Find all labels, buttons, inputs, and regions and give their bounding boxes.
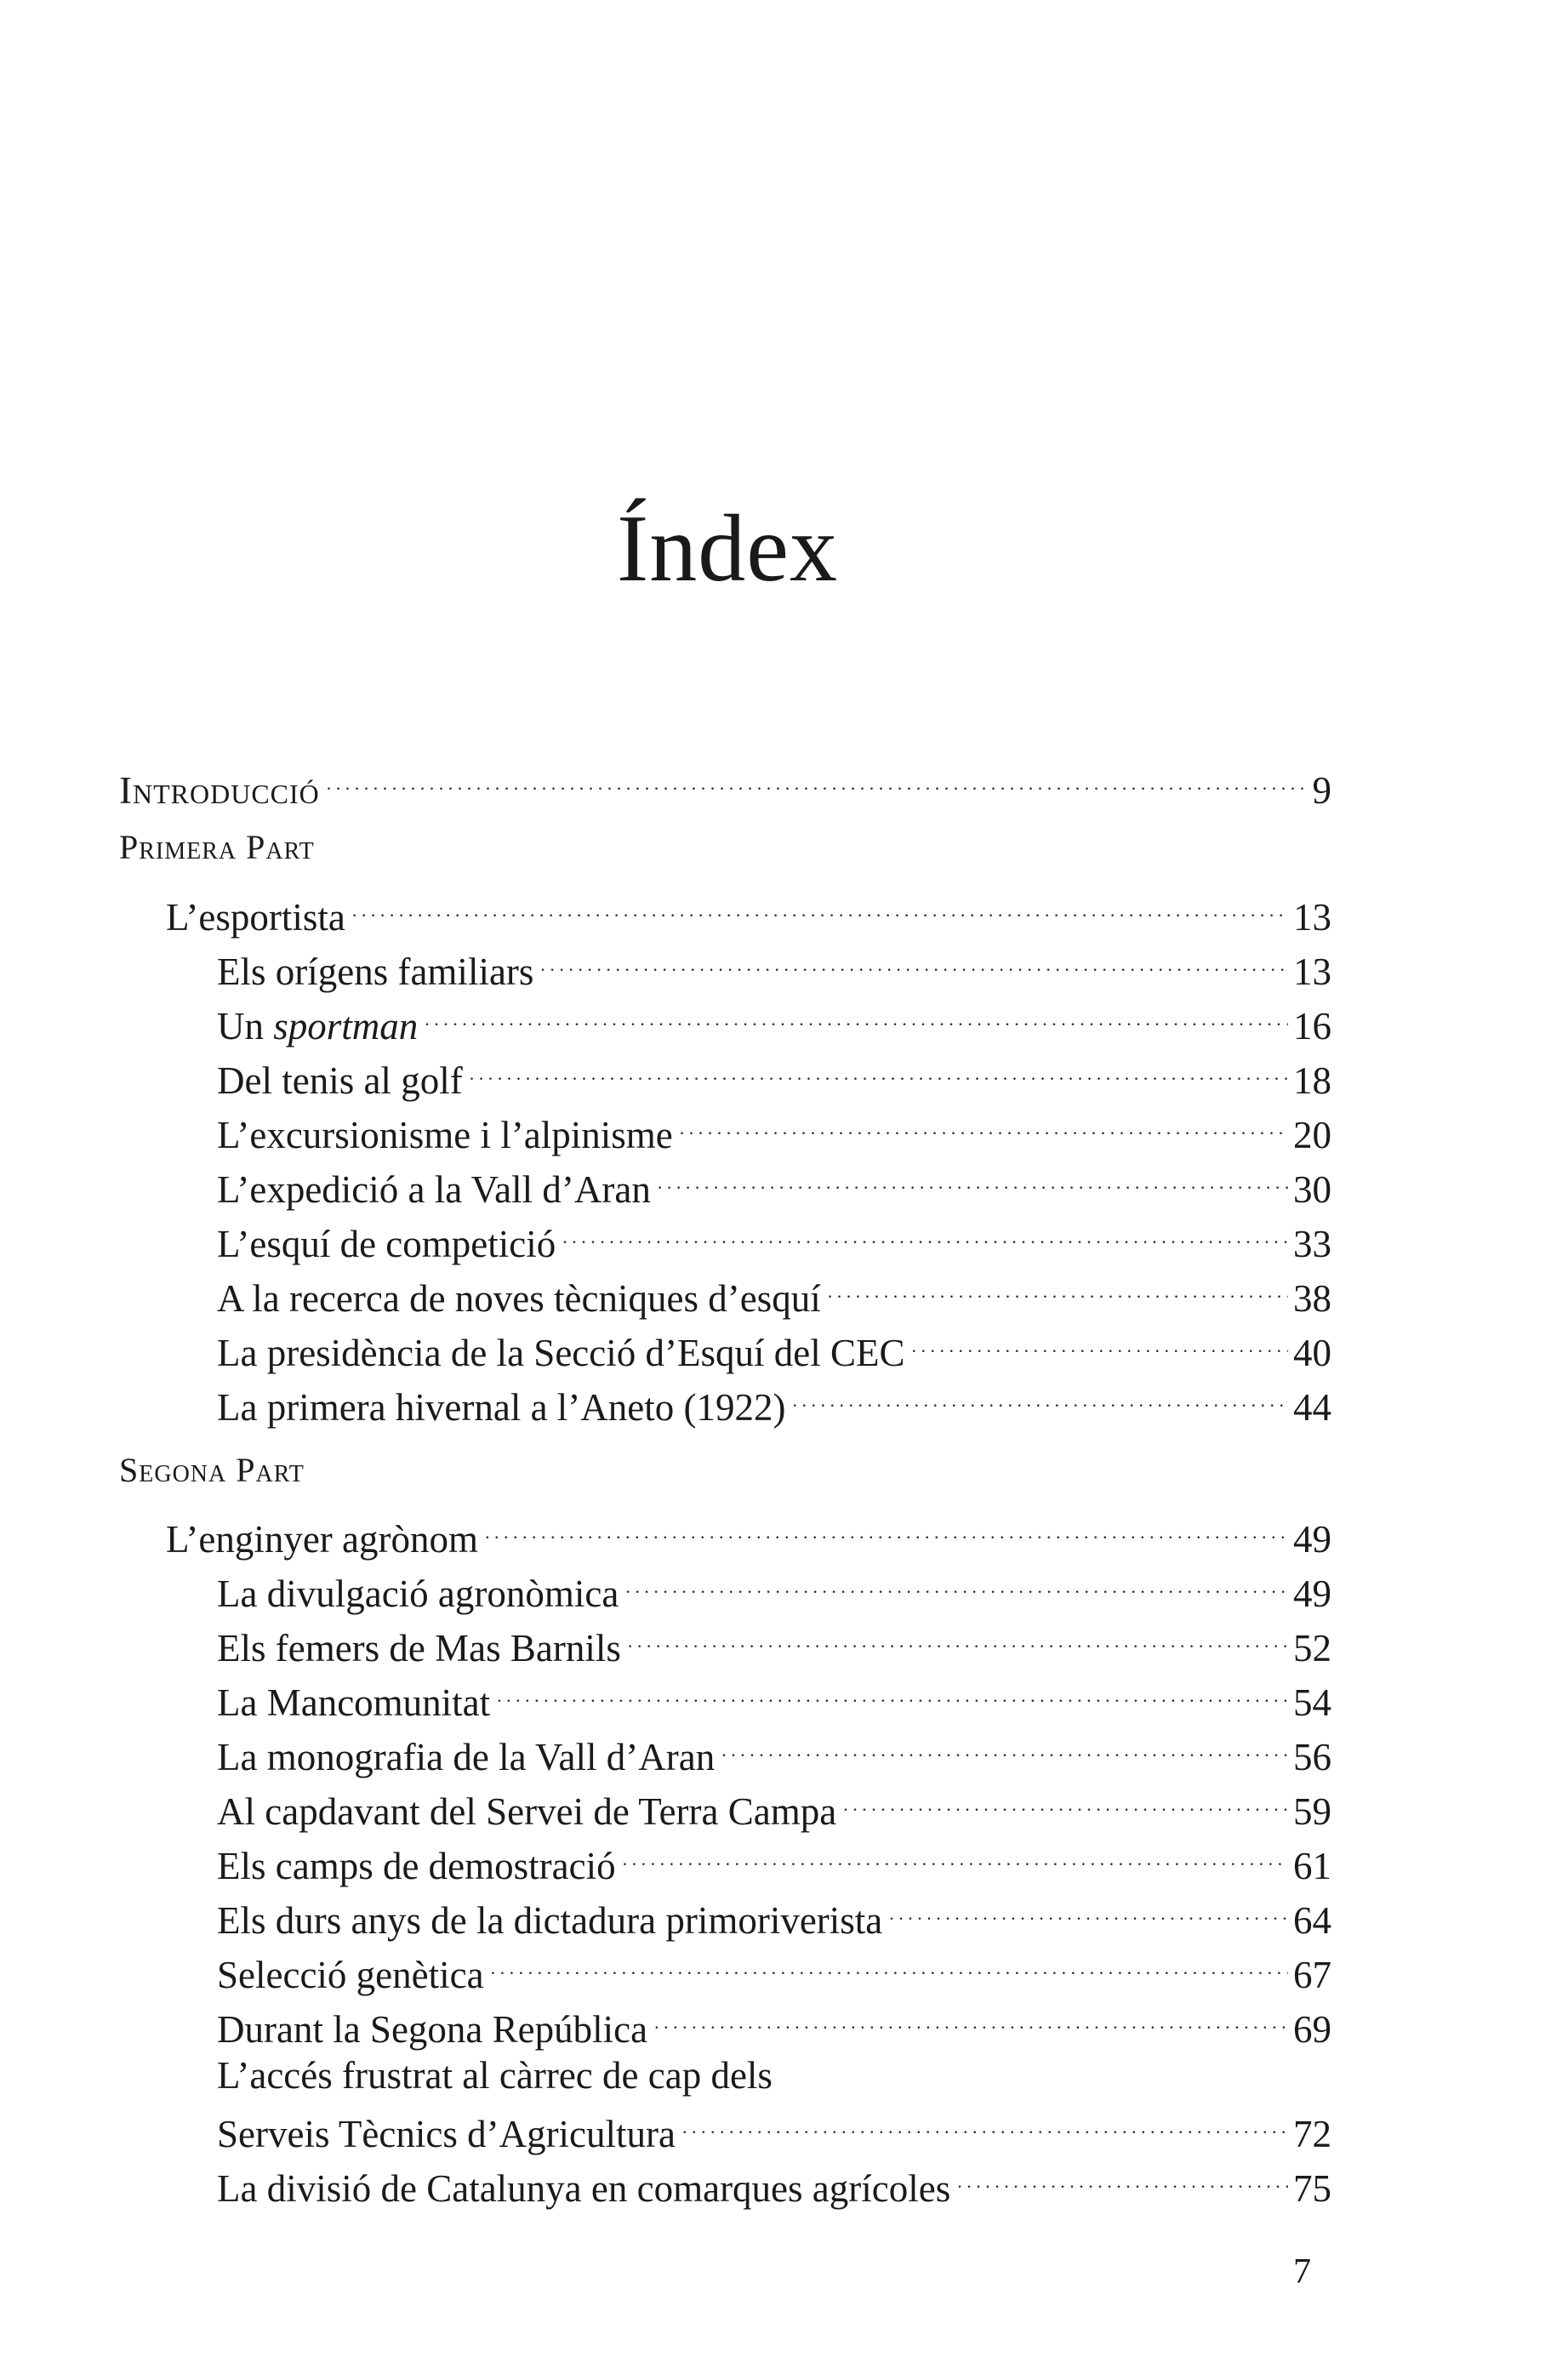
toc-entry-page: 67 (1293, 1954, 1331, 1996)
dot-leader (721, 1722, 1288, 1770)
toc-entry (217, 1886, 1331, 1944)
toc-entry (217, 1722, 1331, 1781)
dot-leader (828, 1264, 1288, 1311)
dot-leader (327, 756, 1308, 803)
dot-leader (352, 882, 1288, 930)
toc-entry-page: 72 (1293, 2113, 1331, 2155)
toc-entry (217, 1831, 1331, 1890)
toc-entry-label: La divulgació agronòmica (217, 1572, 619, 1615)
label-prefix: Un (217, 1005, 274, 1047)
toc-entry-page: 13 (1293, 950, 1331, 993)
toc-entry-label: Introducció (119, 769, 320, 812)
dot-leader (658, 1155, 1288, 1202)
toc-entry-label: L’esportista (166, 896, 345, 939)
toc-entry-page: 49 (1293, 1518, 1331, 1561)
toc-entry-page: 13 (1293, 896, 1331, 939)
toc-entry-page: 49 (1293, 1572, 1331, 1615)
toc-entry-page: 18 (1293, 1059, 1331, 1102)
dot-leader (680, 1100, 1288, 1148)
dot-leader (654, 1995, 1288, 2042)
toc-entry (217, 1264, 1331, 1322)
dot-leader (470, 1046, 1288, 1093)
toc-entry-label: L’excursionisme i l’alpinisme (217, 1114, 673, 1156)
toc-entry-page: 69 (1293, 2008, 1331, 2051)
toc-entry-label: La presidència de la Secció d’Esquí del CEC (217, 1332, 905, 1374)
toc-entry-page: 54 (1293, 1681, 1331, 1724)
dot-leader (485, 1504, 1288, 1552)
toc-entry-label: Durant la Segona República (217, 2008, 648, 2051)
toc-entry-label: La divisió de Catalunya en comarques agrícoles (217, 2167, 951, 2210)
dot-leader (628, 1613, 1288, 1661)
toc-entry-page: 64 (1293, 1899, 1331, 1942)
toc-entry-label: Selecció genètica (217, 1954, 484, 1996)
toc-entry (217, 991, 1331, 1050)
part-heading-2: Segona Part (119, 1451, 305, 1489)
toc-entry (217, 1613, 1331, 1672)
dot-leader (540, 937, 1288, 985)
toc-entry-page: 59 (1293, 1790, 1331, 1833)
toc-entry-label: Serveis Tècnics d’Agricultura (217, 2113, 676, 2155)
toc-entry-label: L’enginyer agrònom (166, 1518, 478, 1561)
toc-entry-page: 56 (1293, 1736, 1331, 1778)
toc-entry-page: 52 (1293, 1627, 1331, 1669)
dot-leader (957, 2154, 1288, 2201)
dot-leader (682, 2099, 1288, 2147)
toc-entry-label: Del tenis al golf (217, 1059, 463, 1102)
toc-entry-page: 9 (1312, 769, 1331, 812)
toc-entry (217, 2154, 1331, 2212)
toc-entry (217, 1318, 1331, 1377)
toc-entry-label: La monografia de la Vall d’Aran (217, 1736, 716, 1778)
toc-chapter-2 (166, 1504, 1331, 1563)
toc-entry (217, 1940, 1331, 1999)
dot-leader (562, 1209, 1288, 1257)
dot-leader (625, 1559, 1288, 1607)
toc-entry-label: L’esquí de competició (217, 1223, 556, 1265)
toc-entry-page: 20 (1293, 1114, 1331, 1156)
toc-chapter-1 (166, 882, 1331, 941)
label-italic: sportman (273, 1005, 419, 1047)
toc-entry (217, 937, 1331, 996)
toc-entry-page: 44 (1293, 1386, 1331, 1429)
toc-entry (217, 1777, 1331, 1835)
toc-entry (217, 1209, 1331, 1268)
toc-entry-label: L’expedició a la Vall d’Aran (217, 1168, 651, 1211)
dot-leader (497, 1668, 1288, 1715)
toc-entry (217, 1559, 1331, 1618)
toc-entry (217, 1373, 1331, 1431)
toc-entry (217, 1100, 1331, 1159)
toc-entry-label: A la recerca de noves tècniques d’esquí (217, 1277, 821, 1320)
toc-entry (217, 2099, 1331, 2158)
dot-leader (792, 1373, 1288, 1420)
toc-entry-label-line1: L’accés frustrat al càrrec de cap dels (217, 2054, 773, 2097)
toc-entry-label: Els durs anys de la dictadura primoriverista (217, 1899, 883, 1942)
toc-entry-page: 33 (1293, 1223, 1331, 1265)
toc-entry-page: 40 (1293, 1332, 1331, 1374)
dot-leader (425, 991, 1288, 1039)
toc-entry (217, 1155, 1331, 1213)
dot-leader (491, 1940, 1288, 1988)
toc-entry-label: Els orígens familiars (217, 950, 534, 993)
dot-leader (623, 1831, 1288, 1879)
toc-entry-page: 16 (1293, 1005, 1331, 1047)
part-heading-1: Primera Part (119, 828, 315, 866)
toc-entry-page: 61 (1293, 1845, 1331, 1887)
dot-leader (889, 1886, 1288, 1933)
toc-entry-label: Els camps de demostració (217, 1845, 616, 1887)
toc-entry-label: La Mancomunitat (217, 1681, 491, 1724)
toc-entry-label: La primera hivernal a l’Aneto (1922) (217, 1386, 786, 1429)
dot-leader (911, 1318, 1288, 1366)
page-number: 7 (1293, 2252, 1311, 2292)
toc-entry-intro (119, 756, 1331, 814)
toc-entry (217, 1046, 1331, 1104)
dot-leader (843, 1777, 1288, 1824)
page-title: Índex (616, 496, 838, 602)
toc-entry-page: 38 (1293, 1277, 1331, 1320)
toc-entry-label: Al capdavant del Servei de Terra Campa (217, 1790, 837, 1833)
toc-entry-label: Els femers de Mas Barnils (217, 1627, 621, 1669)
toc-entry (217, 1995, 1331, 2053)
toc-entry-page: 75 (1293, 2167, 1331, 2210)
toc-entry (217, 1668, 1331, 1726)
toc-entry-label (217, 1002, 418, 1050)
toc-entry-page: 30 (1293, 1168, 1331, 1211)
